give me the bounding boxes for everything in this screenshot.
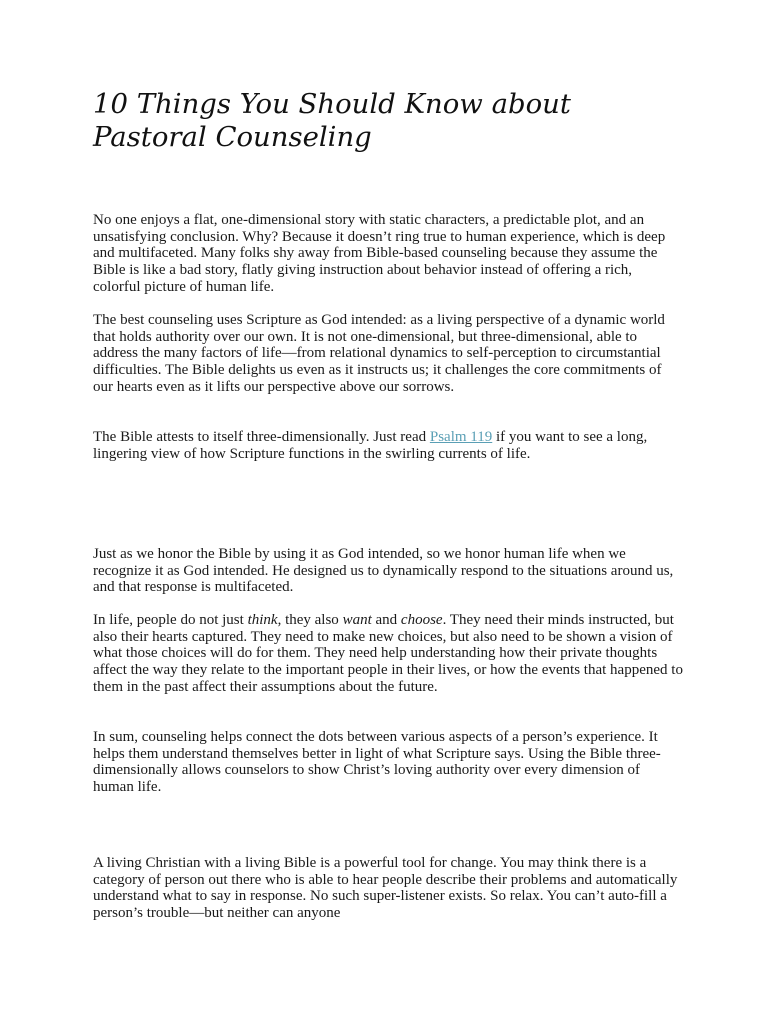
page-title [93, 88, 683, 154]
paragraph-7: A living Christian with a living Bible is a powerful tool for change. You may think there is a category of person out there who is able to hear people describe their problems and automatically understand what to say in response. No such super-listener exists. So relax. You can’t auto-fill a person’s trouble—but neither can anyone [93, 855, 678, 922]
document-page [93, 88, 683, 922]
paragraph-2: The best counseling uses Scripture as God intended: as a living perspective of a dynamic world that holds authority over our own. It is not one-dimensional, but three-dimensional, able to address the many factors of life—from relational dynamics to self-perception to circumstantial difficulties. The Bible delights us even as it instructs us; it challenges the core commitments of our hearts even as it lifts our perspective above our sorrows. [93, 312, 665, 395]
paragraph-5-text-3: and [371, 612, 401, 628]
paragraph-3-text-start: The Bible attests to itself three-dimensionally. Just read [93, 429, 430, 445]
paragraph-5 [93, 612, 683, 696]
paragraph-5-text-2: , they also [277, 612, 343, 628]
paragraph-1: No one enjoys a flat, one-dimensional story with static characters, a predictable plot, and an unsatisfying conclusion. Why? Because it doesn’t ring true to human experience, which is deep and multifaceted. Many folks shy away from Bible-based counseling because they assume the Bible is like a bad story, flatly giving instruction about behavior instead of offering a rich, colorful picture of human life. [93, 212, 666, 295]
paragraph-3 [93, 429, 683, 462]
paragraph-5-text-1: In life, people do not just [93, 612, 248, 628]
paragraph-3-text-end: if you want to see a long, lingering view of how Scripture functions in the swirling currents of life. [93, 429, 648, 462]
paragraph-5-text-4: . They need their minds instructed, but also their hearts captured. They need to make new choices, but also need to be shown a vision of what those choices will do for them. They need help understanding how their private thoughts affect the way they relate to the important people in their lives, or how the events that happened to them in the past affect their assumptions about the future. [93, 612, 683, 695]
paragraph-4: Just as we honor the Bible by using it as God intended, so we honor human life when we recognize it as God intended. He designed us to dynamically respond to the situations around us, and that response is multifaceted. [93, 546, 674, 596]
emphasis-think: think [247, 612, 278, 628]
paragraph-6: In sum, counseling helps connect the dots between various aspects of a person’s experience. It helps them understand themselves better in light of what Scripture says. Using the Bible three-dimensionally allows counselors to show Christ’s loving authority over every dimension of human life. [93, 729, 661, 796]
title-line-2: Pastoral Counseling [93, 121, 372, 153]
psalm-119-link[interactable]: Psalm 119 [429, 429, 493, 445]
title-line-1: 10 Things You Should Know about [93, 88, 571, 120]
emphasis-want: want [342, 612, 372, 628]
emphasis-choose: choose [400, 612, 443, 628]
